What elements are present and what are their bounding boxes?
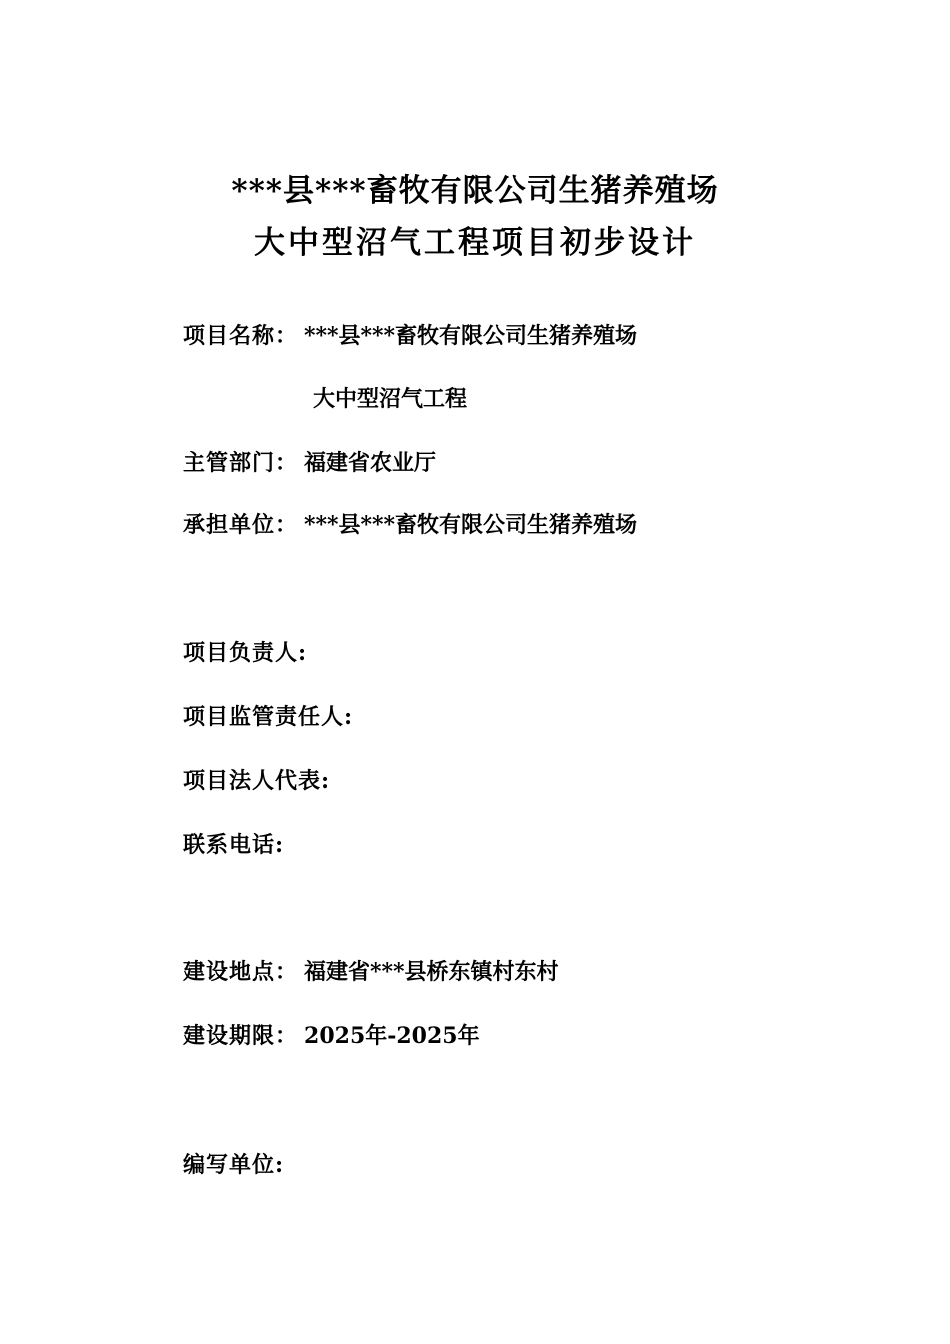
supervisor-label: 项目监管责任人: [183,704,354,730]
undertaker-label: 承担单位： [183,512,299,538]
period-value: 2025年-2025年 [304,1023,480,1049]
project-name-value: ***县***畜牧有限公司生猪养殖场 [304,323,638,349]
supervisor-row [183,702,353,732]
project-name-row [183,321,637,351]
authority-label: 主管部门： [183,450,299,476]
project-leader-row [183,638,307,668]
phone-label: 联系电话: [183,832,285,858]
period-label: 建设期限： [183,1023,299,1049]
location-row [183,957,559,987]
location-label: 建设地点： [183,959,299,985]
author-unit-row [183,1150,284,1180]
project-name-label: 项目名称： [183,323,299,349]
location-value: 福建省***县桥东镇村东村 [304,959,559,985]
authority-row [183,448,436,478]
authority-value: 福建省农业厅 [304,450,437,476]
project-name-value-line-2: 大中型沼气工程 [313,386,468,412]
period-row [183,1021,480,1051]
project-leader-label: 项目负责人: [183,640,308,666]
author-unit-label: 编写单位: [183,1152,285,1178]
legal-rep-label: 项目法人代表: [183,768,331,794]
undertaker-row [183,510,637,540]
phone-row [183,830,284,860]
document-title-line-1: ***县***畜牧有限公司生猪养殖场 [231,173,719,209]
document-title-line-2: 大中型沼气工程项目初步设计 [254,225,696,261]
legal-rep-row [183,766,330,796]
undertaker-value: ***县***畜牧有限公司生猪养殖场 [304,512,638,538]
